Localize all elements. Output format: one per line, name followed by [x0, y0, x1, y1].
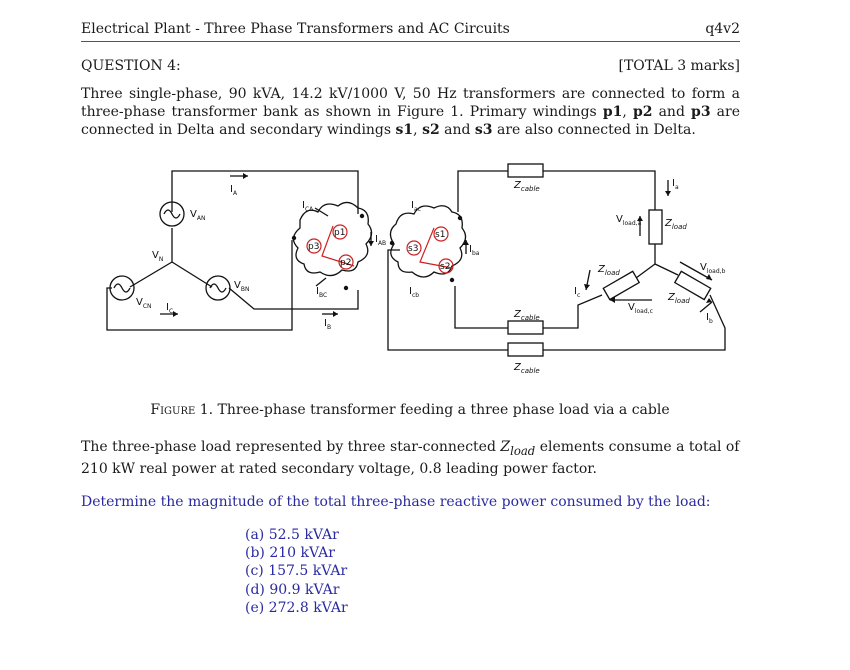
- wire-neutral-b: [172, 262, 212, 287]
- figure-label: Figure 1.: [150, 402, 214, 418]
- label-Vloadb: $V_{load,b}$: [700, 262, 726, 275]
- label-VN: $V_N$: [152, 250, 164, 263]
- wire-c-primary: [107, 240, 292, 330]
- label-IC: $I_C$: [166, 302, 174, 315]
- question-label: QUESTION 4:: [81, 58, 181, 74]
- label-ICA: $I_{CA}$: [302, 200, 314, 213]
- label-IB: $I_B$: [324, 318, 332, 331]
- label-Iba: $I_{ba}$: [469, 244, 480, 257]
- label-z-load-b: $Z_{load}$: [668, 292, 690, 305]
- load-text: The three-phase load represented by three star-connected: [81, 439, 501, 455]
- sine-icon: [114, 284, 130, 292]
- page-header: [81, 21, 740, 42]
- arrowhead: [368, 241, 374, 246]
- label-z-cable-b: $Z_{cable}$: [514, 309, 540, 322]
- label-VAN: $V_{AN}$: [190, 209, 206, 222]
- answer-options: [245, 526, 348, 617]
- label-z-load-a: $Z_{load}$: [665, 218, 687, 231]
- label-Vloada: $V_{load,a}$: [616, 214, 642, 227]
- label-Icb: $I_{cb}$: [409, 286, 420, 299]
- polarity-dot: [390, 241, 394, 245]
- arrowhead: [173, 311, 178, 317]
- load-b-lead: [655, 264, 678, 275]
- wire-a-primary: [172, 171, 358, 214]
- label-IBC: $I_{BC}$: [316, 286, 328, 299]
- z-cable-b: [508, 321, 543, 334]
- intro-s3: s3: [474, 122, 493, 138]
- intro-text: ,: [413, 122, 423, 138]
- option-e[interactable]: (e) 272.8 kVAr: [245, 599, 348, 616]
- label-VBN: $V_{BN}$: [234, 280, 250, 293]
- primary-coils: [293, 202, 371, 275]
- label-z-load-c: $Z_{load}$: [598, 264, 620, 277]
- label-z-cable-c: $Z_{cable}$: [514, 362, 540, 375]
- label-Ia: $I_a$: [672, 178, 679, 191]
- z-cable-a: [508, 164, 543, 177]
- arrowhead: [584, 284, 590, 290]
- polarity-dot: [360, 214, 364, 218]
- load-z-sub: load: [510, 443, 536, 458]
- option-a[interactable]: (a) 52.5 kVAr: [245, 527, 339, 543]
- label-Iac: $I_{ac}$: [411, 200, 421, 213]
- intro-s1: s1: [395, 122, 414, 138]
- header-title: Electrical Plant - Three Phase Transformers and AC Circuits: [81, 21, 510, 37]
- option-d[interactable]: (d) 90.9 kVAr: [245, 581, 340, 598]
- label-Vloadc: $V_{load,c}$: [628, 302, 653, 315]
- load-paragraph: [81, 438, 743, 478]
- z-load-a: [649, 210, 662, 244]
- polarity-dot: [458, 216, 462, 220]
- load-z: Z: [500, 439, 511, 455]
- header-code: q4v2: [705, 21, 740, 37]
- intro-p3: p3: [691, 104, 711, 120]
- sine-icon: [210, 284, 226, 292]
- intro-p2: p2: [632, 104, 653, 120]
- intro-text: ,: [622, 104, 633, 120]
- question-marks: [TOTAL 3 marks]: [618, 58, 740, 74]
- load-text: elements consume a total of 210 kW real power at rated secondary voltage, 0.8 leading power factor.: [81, 439, 740, 477]
- label-s1: s1: [435, 230, 446, 240]
- polarity-dot: [450, 278, 454, 282]
- arrowhead: [333, 311, 338, 317]
- option-c[interactable]: (c) 157.5 kVAr: [245, 563, 348, 580]
- wire-b-secondary: [455, 286, 508, 328]
- question-row: [81, 58, 740, 76]
- label-p2: p2: [340, 258, 352, 268]
- label-Ic: $I_c$: [574, 286, 581, 299]
- label-p3: p3: [308, 242, 320, 252]
- z-cable-c: [508, 343, 543, 356]
- arrowhead: [665, 191, 671, 196]
- intro-text: Three single-phase, 90 kVA, 14.2 kV/1000 V, 50 Hz transformers are connected to form a three-phase transformer bank as shown in Figure 1. Primary windings: [81, 86, 740, 120]
- wire-b-cable: [543, 295, 602, 328]
- label-s3: s3: [408, 244, 419, 254]
- wire-a-cable: [543, 171, 655, 210]
- figure-caption: [0, 402, 820, 418]
- load-c-lead: [636, 264, 655, 278]
- label-z-cable-a: $Z_{cable}$: [514, 180, 540, 193]
- question-prompt: Determine the magnitude of the total three-phase reactive power consumed by the load:: [81, 494, 711, 510]
- label-VCN: $V_{CN}$: [136, 297, 152, 310]
- label-IAB: $I_{AB}$: [375, 234, 387, 247]
- wire-a-secondary: [458, 171, 508, 212]
- intro-p1: p1: [602, 104, 623, 120]
- arrow-IBC: [316, 278, 326, 286]
- intro-paragraph: [81, 85, 740, 139]
- circuit-diagram: [95, 160, 745, 382]
- arrow-Ib: [700, 302, 712, 312]
- label-s2: s2: [440, 262, 451, 272]
- label-p1: p1: [334, 228, 346, 238]
- option-b[interactable]: (b) 210 kVAr: [245, 545, 335, 562]
- label-Ib: $I_b$: [706, 312, 713, 325]
- intro-text: and: [439, 122, 475, 138]
- intro-s2: s2: [422, 122, 440, 138]
- polarity-dot: [292, 236, 296, 240]
- intro-text: are also connected in Delta.: [492, 122, 696, 138]
- arrowhead: [243, 173, 248, 179]
- wire-neutral-c: [130, 262, 172, 287]
- intro-text: are connected in Delta and secondary windings: [81, 104, 740, 138]
- polarity-dot: [344, 286, 348, 290]
- figure-text: Three-phase transformer feeding a three phase load via a cable: [213, 402, 670, 418]
- intro-text: and: [652, 104, 692, 120]
- label-IA: $I_A$: [230, 184, 238, 197]
